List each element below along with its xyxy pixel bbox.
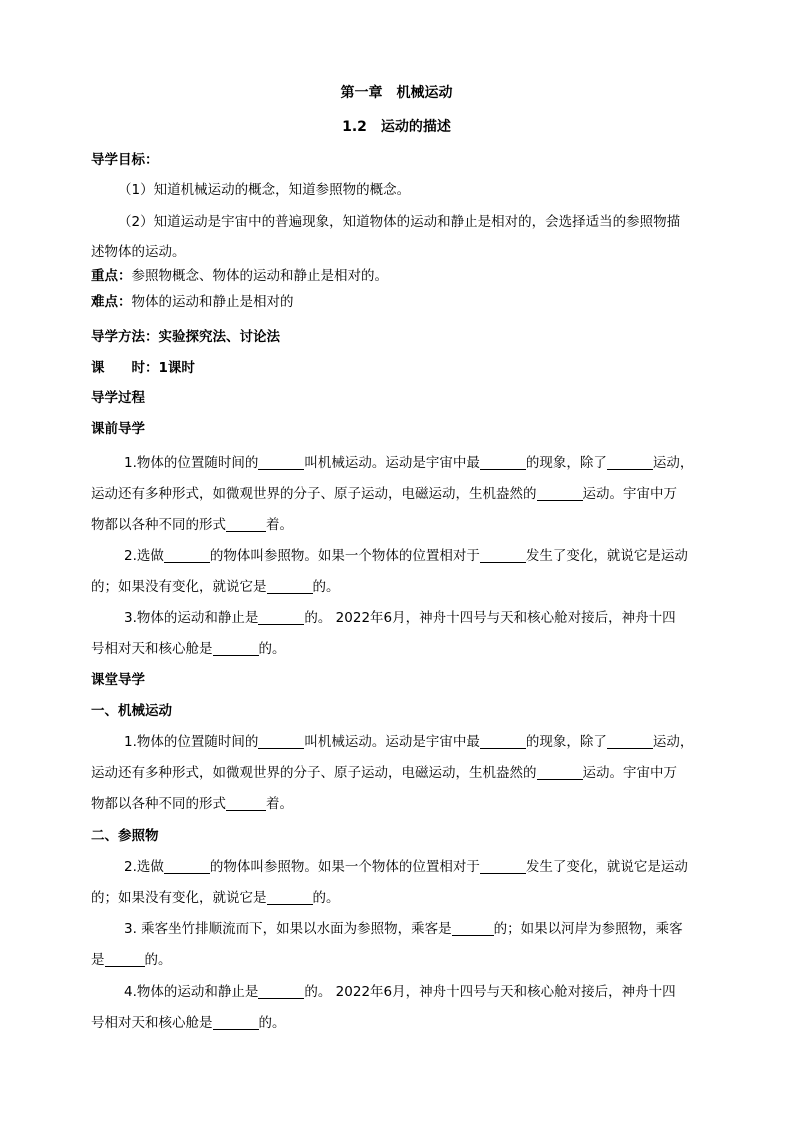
text: 1.物体的位置随时间的	[124, 734, 259, 750]
text: 运动还有多种形式，如微观世界的分子、原子运动，电磁运动，生机盎然的	[91, 765, 537, 781]
answer-blank[interactable]	[164, 548, 210, 563]
text: 的物体叫参照物。如果一个物体的位置相对于	[209, 859, 480, 875]
difficulty-label: 难点：	[91, 294, 132, 310]
text: 的物体叫参照物。如果一个物体的位置相对于	[209, 548, 480, 564]
text: 的。	[258, 1015, 286, 1031]
difficulty-text: 物体的运动和静止是相对的	[131, 294, 294, 310]
text: 的。	[312, 890, 340, 906]
text: 号相对天和核心舱是	[91, 641, 213, 657]
text: 2.选做	[124, 859, 164, 875]
answer-blank[interactable]	[480, 455, 526, 470]
answer-blank[interactable]	[537, 486, 583, 501]
pre-q1-line-3	[91, 513, 293, 533]
method-line: 导学方法：实验探究法、讨论法	[91, 329, 280, 345]
text: 运动。宇宙中万	[582, 486, 677, 502]
answer-blank[interactable]	[105, 952, 145, 967]
answer-blank[interactable]	[607, 734, 653, 749]
text: 发生了变化，就说它是运动	[525, 548, 688, 564]
pre-q1-line-1	[124, 451, 693, 471]
answer-blank[interactable]	[226, 517, 266, 532]
class-q2-line-1	[124, 855, 688, 875]
class-q1-line-1	[124, 730, 693, 750]
answer-blank[interactable]	[267, 890, 313, 905]
answer-blank[interactable]	[258, 984, 304, 999]
text: 运动，	[652, 734, 694, 750]
answer-blank[interactable]	[164, 859, 210, 874]
section-1-heading: 一、机械运动	[91, 703, 172, 719]
answer-blank[interactable]	[258, 610, 304, 625]
text: 运动还有多种形式，如微观世界的分子、原子运动，电磁运动，生机盎然的	[91, 486, 537, 502]
key-label: 重点：	[91, 268, 132, 284]
answer-blank[interactable]	[267, 579, 313, 594]
text: 物都以各种不同的形式	[91, 796, 226, 812]
text: 的。 2022年6月，神舟十四号与天和核心舱对接后，神舟十四	[304, 610, 676, 626]
class-q3-line-2	[91, 948, 172, 968]
pre-q3-line-1	[124, 606, 676, 626]
goal-2-line-2: 述物体的运动。	[91, 244, 186, 260]
text: 的。 2022年6月，神舟十四号与天和核心舱对接后，神舟十四	[304, 984, 676, 1000]
section-title: 1.2 运动的描述	[342, 119, 451, 135]
class-q4-line-1	[124, 980, 676, 1000]
process-heading: 导学过程	[91, 390, 145, 406]
answer-blank[interactable]	[480, 548, 526, 563]
class-study-heading: 课堂导学	[91, 672, 145, 688]
text: 是	[91, 952, 105, 968]
key-point	[91, 264, 388, 284]
pre-study-heading: 课前导学	[91, 421, 145, 437]
key-text: 参照物概念、物体的运动和静止是相对的。	[131, 268, 388, 284]
goal-1: （1）知道机械运动的概念，知道参照物的概念。	[118, 182, 411, 198]
text: 的；如果以河岸为参照物，乘客	[493, 921, 683, 937]
text: 号相对天和核心舱是	[91, 1015, 213, 1031]
section-2-heading: 二、参照物	[91, 828, 159, 844]
text: 物都以各种不同的形式	[91, 517, 226, 533]
text: 的。	[144, 952, 172, 968]
answer-blank[interactable]	[452, 921, 494, 936]
text: 的现象，除了	[525, 734, 607, 750]
answer-blank[interactable]	[537, 765, 583, 780]
text: 的；如果没有变化，就说它是	[91, 890, 267, 906]
class-q4-line-2	[91, 1011, 286, 1031]
pre-q1-line-2	[91, 482, 677, 502]
text: 的。	[312, 579, 340, 595]
goals-heading: 导学目标：	[91, 152, 159, 168]
class-q1-line-2	[91, 761, 677, 781]
text: 3.物体的运动和静止是	[124, 610, 259, 626]
period-value: 1课时	[158, 360, 195, 376]
text: 着。	[266, 517, 293, 533]
text: 发生了变化，就说它是运动	[525, 859, 688, 875]
difficulty	[91, 290, 294, 310]
answer-blank[interactable]	[213, 1015, 259, 1030]
chapter-title: 第一章 机械运动	[340, 85, 453, 101]
text: 的。	[258, 641, 286, 657]
period-line	[91, 356, 195, 376]
text: 的；如果没有变化，就说它是	[91, 579, 267, 595]
pre-q2-line-1	[124, 544, 688, 564]
answer-blank[interactable]	[607, 455, 653, 470]
pre-q3-line-2	[91, 637, 286, 657]
pre-q2-line-2	[91, 575, 340, 595]
answer-blank[interactable]	[480, 734, 526, 749]
class-q2-line-2	[91, 886, 340, 906]
text: 1.物体的位置随时间的	[124, 455, 259, 471]
answer-blank[interactable]	[213, 641, 259, 656]
answer-blank[interactable]	[480, 859, 526, 874]
class-q3-line-1	[124, 917, 683, 937]
text: 运动，	[652, 455, 694, 471]
period-label: 课 时：	[91, 360, 159, 376]
class-q1-line-3	[91, 792, 293, 812]
answer-blank[interactable]	[226, 796, 266, 811]
text: 运动。宇宙中万	[582, 765, 677, 781]
answer-blank[interactable]	[258, 734, 304, 749]
text: 的现象，除了	[525, 455, 607, 471]
goal-2-line-1: （2）知道运动是宇宙中的普遍现象，知道物体的运动和静止是相对的，会选择适当的参照物描	[118, 214, 681, 230]
text: 着。	[266, 796, 293, 812]
text: 4.物体的运动和静止是	[124, 984, 259, 1000]
answer-blank[interactable]	[258, 455, 304, 470]
text: 叫机械运动。运动是宇宙中最	[304, 455, 480, 471]
text: 2.选做	[124, 548, 164, 564]
text: 3. 乘客坐竹排顺流而下，如果以水面为参照物，乘客是	[124, 921, 452, 937]
text: 叫机械运动。运动是宇宙中最	[304, 734, 480, 750]
